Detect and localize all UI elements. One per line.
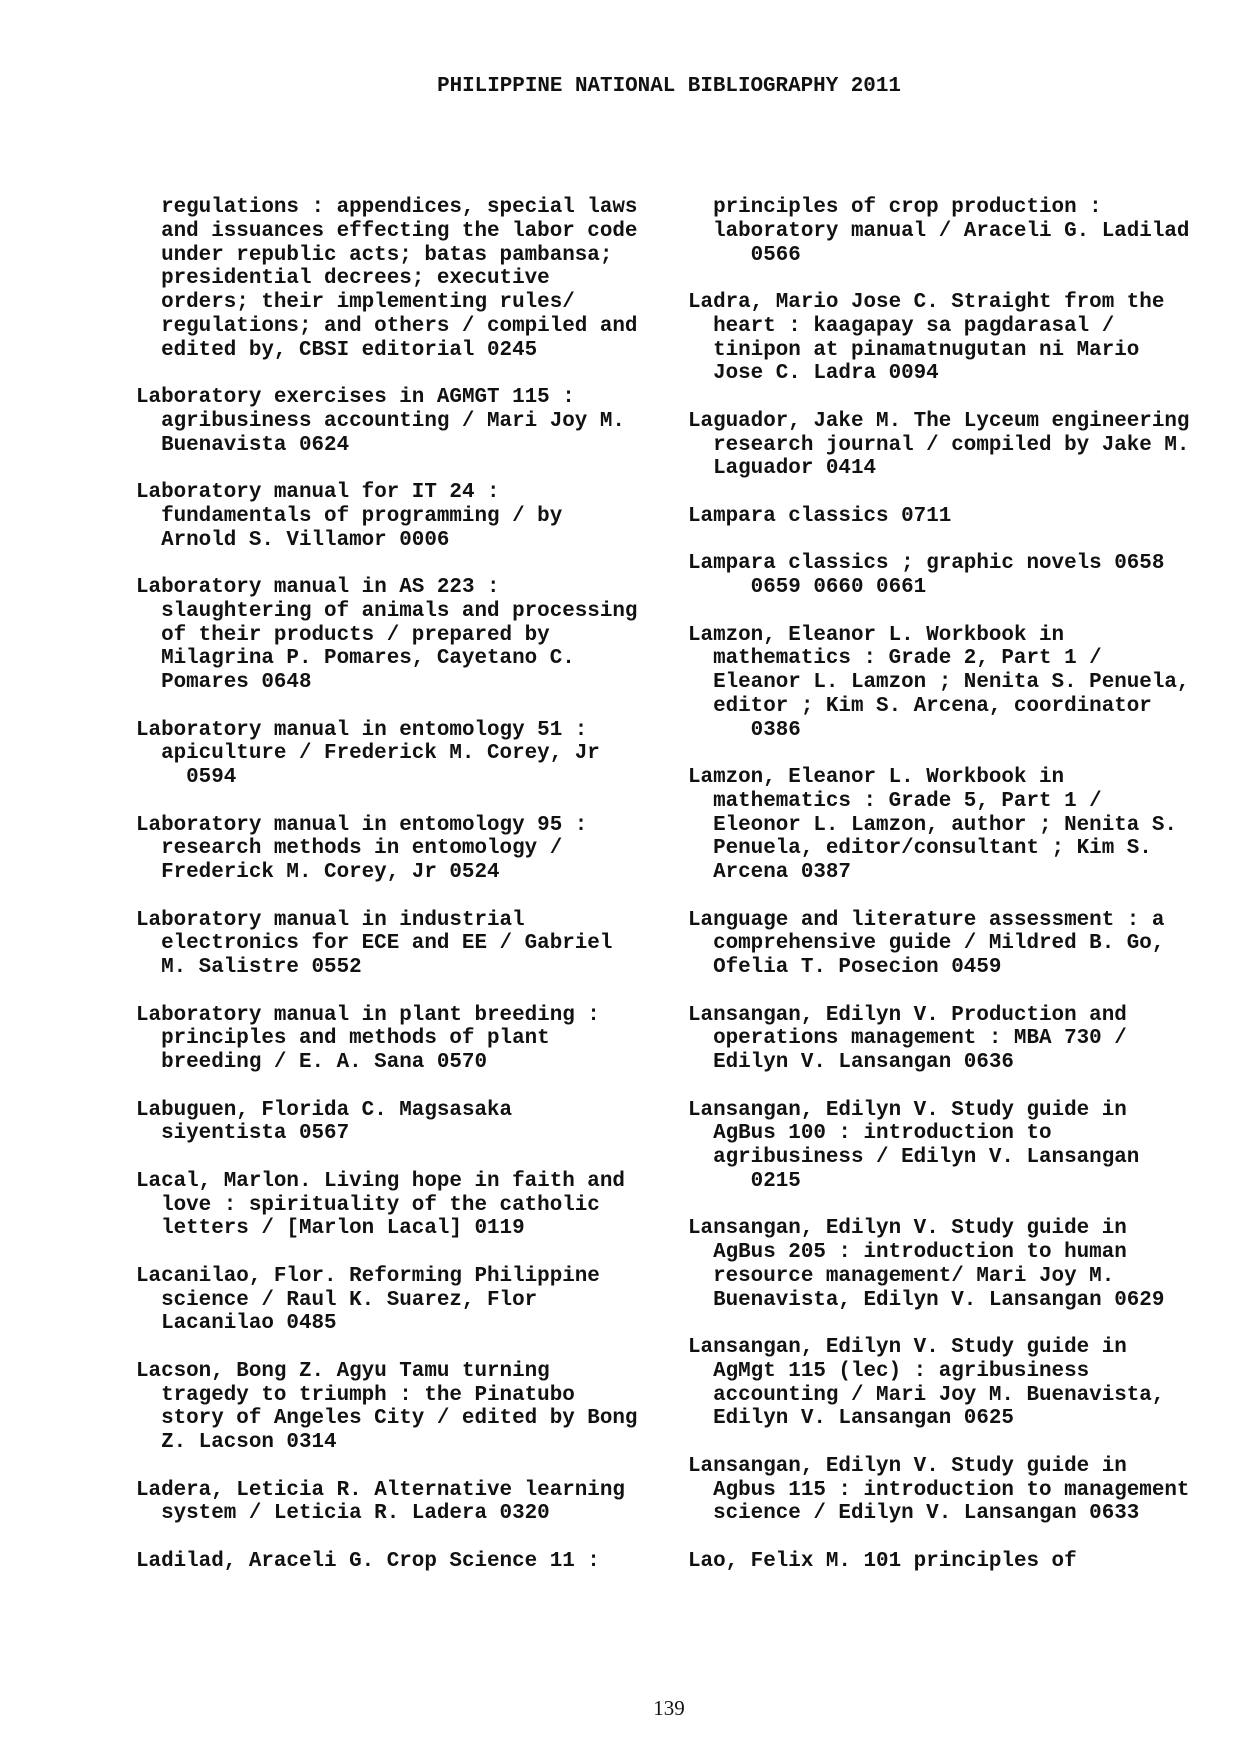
entry-line: regulations : appendices, special laws — [161, 196, 638, 219]
entry-heading-line: Laboratory manual in industrial — [136, 908, 525, 932]
entry-heading-line: Laguador, Jake M. The Lyceum engineering — [688, 409, 1190, 433]
bibliography-entry — [136, 1550, 636, 1574]
entry-line: Ofelia T. Posecion 0459 — [713, 956, 1002, 979]
bibliography-entry — [688, 505, 1208, 529]
bibliography-entry — [136, 481, 636, 552]
entry-heading-line: Lamzon, Eleanor L. Workbook in — [688, 623, 1065, 647]
entry-heading-line: Lacanilao, Flor. Reforming Philippine — [136, 1264, 600, 1288]
entry-heading-line: Lansangan, Edilyn V. Study guide in — [688, 1098, 1127, 1122]
entry-heading-line: Lansangan, Edilyn V. Production and — [688, 1003, 1127, 1027]
bibliography-entry-continued — [688, 196, 1208, 267]
entry-heading-line: Lampara classics 0711 — [688, 504, 952, 528]
bibliography-entry — [136, 909, 636, 980]
entry-line: 0566 — [750, 243, 801, 267]
entry-heading-line: Lacson, Bong Z. Agyu Tamu turning — [136, 1359, 550, 1383]
entry-line: tragedy to triumph : the Pinatubo — [161, 1383, 575, 1407]
bibliography-entry-continued — [136, 196, 636, 362]
bibliography-entry — [136, 1265, 636, 1336]
entry-line: laboratory manual / Araceli G. Ladilad — [713, 219, 1190, 243]
entry-line: Eleonor L. Lamzon, author ; Nenita S. — [713, 813, 1177, 837]
entry-line: mathematics : Grade 5, Part 1 / — [713, 789, 1102, 813]
entry-line: Pomares 0648 — [161, 671, 312, 694]
entry-line: Edilyn V. Lansangan 0625 — [713, 1407, 1014, 1431]
entry-line: Jose C. Ladra 0094 — [713, 362, 939, 386]
entry-line: Frederick M. Corey, Jr 0524 — [161, 861, 500, 884]
entry-line: Penuela, editor/consultant ; Kim S. — [713, 837, 1152, 861]
entry-heading-line: Laboratory manual in entomology 51 : — [136, 718, 588, 742]
entry-line: science / Edilyn V. Lansangan 0633 — [713, 1502, 1140, 1526]
entry-heading-line: Labuguen, Florida C. Magsasaka — [136, 1098, 513, 1122]
entry-line: love : spirituality of the catholic — [161, 1193, 600, 1217]
bibliography-entry — [136, 1170, 636, 1241]
entry-line: and issuances effecting the labor code — [161, 219, 638, 243]
entry-line: heart : kaagapay sa pagdarasal / — [713, 314, 1115, 338]
entry-line: AgBus 100 : introduction to — [713, 1122, 1052, 1146]
entry-line: Laguador 0414 — [713, 457, 877, 481]
entry-line: breeding / E. A. Sana 0570 — [161, 1051, 488, 1074]
entry-line: science / Raul K. Suarez, Flor — [161, 1288, 538, 1312]
entry-line: of their products / prepared by — [161, 623, 550, 647]
entry-line: Agbus 115 : introduction to management — [713, 1478, 1190, 1502]
right-column — [688, 196, 1208, 1574]
running-header: PHILIPPINE NATIONAL BIBLIOGRAPHY 2011 — [437, 75, 901, 98]
left-column — [136, 196, 636, 1574]
entry-line: agribusiness / Edilyn V. Lansangan — [713, 1146, 1140, 1169]
entry-line: slaughtering of animals and processing — [161, 599, 638, 623]
bibliography-entry — [136, 814, 636, 885]
entry-line: agribusiness accounting / Mari Joy M. — [161, 409, 625, 433]
entry-line: Lacanilao 0485 — [161, 1312, 337, 1336]
entry-line: 0386 — [750, 718, 801, 742]
entry-line: research journal / compiled by Jake M. — [713, 433, 1190, 457]
entry-heading-line: Lao, Felix M. 101 principles of — [688, 1549, 1077, 1573]
bibliography-entry — [688, 552, 1208, 600]
bibliography-entry — [136, 576, 636, 695]
entry-line: mathematics : Grade 2, Part 1 / — [713, 647, 1102, 671]
entry-line: orders; their implementing rules/ — [161, 291, 575, 314]
bibliography-entry — [688, 410, 1208, 481]
entry-line: Buenavista 0624 — [161, 433, 350, 457]
entry-line: siyentista 0567 — [161, 1122, 350, 1146]
bibliography-entry — [688, 1550, 1208, 1574]
entry-line: AgBus 205 : introduction to human — [713, 1241, 1127, 1264]
entry-line: electronics for ECE and EE / Gabriel — [161, 932, 613, 956]
entry-heading-line: Lampara classics ; graphic novels 0658 — [688, 552, 1165, 576]
bibliography-entry — [136, 386, 636, 457]
entry-line: Eleanor L. Lamzon ; Nenita S. Penuela, — [713, 671, 1190, 694]
entry-line: 0594 — [186, 766, 237, 789]
entry-line: editor ; Kim S. Arcena, coordinator — [713, 694, 1152, 718]
bibliography-entry — [688, 766, 1208, 885]
entry-heading-line: Ladera, Leticia R. Alternative learning — [136, 1478, 625, 1502]
entry-heading-line: Laboratory manual for IT 24 : — [136, 481, 500, 504]
bibliography-entry — [688, 1455, 1208, 1526]
bibliography-entry — [136, 1099, 636, 1147]
entry-heading-line: Ladra, Mario Jose C. Straight from the — [688, 291, 1165, 314]
entry-line: research methods in entomology / — [161, 837, 563, 861]
bibliography-entry — [136, 1004, 636, 1075]
entry-line: story of Angeles City / edited by Bong — [161, 1407, 638, 1431]
entry-line: resource management/ Mari Joy M. — [713, 1264, 1115, 1288]
page-number: 139 — [653, 1696, 685, 1720]
entry-line: 0215 — [750, 1169, 801, 1193]
entry-line: system / Leticia R. Ladera 0320 — [161, 1502, 550, 1526]
entry-line: Arnold S. Villamor 0006 — [161, 528, 450, 552]
bibliography-entry — [688, 1099, 1208, 1194]
entry-line: fundamentals of programming / by — [161, 504, 563, 528]
entry-heading-line: Laboratory exercises in AGMGT 115 : — [136, 386, 575, 409]
entry-line: 0659 0660 0661 — [750, 576, 927, 599]
entry-line: regulations; and others / compiled and — [161, 314, 638, 338]
entry-heading-line: Laboratory manual in plant breeding : — [136, 1003, 600, 1027]
entry-line: edited by, CBSI editorial 0245 — [161, 338, 538, 362]
entry-line: apiculture / Frederick M. Corey, Jr — [161, 742, 600, 766]
entry-heading-line: Ladilad, Araceli G. Crop Science 11 : — [136, 1549, 600, 1573]
entry-line: Z. Lacson 0314 — [161, 1431, 337, 1454]
entry-line: under republic acts; batas pambansa; — [161, 243, 613, 267]
bibliography-entry — [136, 719, 636, 790]
bibliography-entry — [136, 1360, 636, 1455]
entry-heading-line: Laboratory manual in AS 223 : — [136, 576, 500, 599]
bibliography-entry — [136, 1479, 636, 1527]
bibliography-entry — [688, 291, 1208, 386]
entry-line: operations management : MBA 730 / — [713, 1027, 1127, 1051]
entry-line: tinipon at pinamatnugutan ni Mario — [713, 338, 1140, 362]
entry-heading-line: Lacal, Marlon. Living hope in faith and — [136, 1169, 625, 1193]
bibliography-entry — [688, 1217, 1208, 1312]
entry-heading-line: Lansangan, Edilyn V. Study guide in — [688, 1336, 1127, 1359]
entry-heading-line: Lamzon, Eleanor L. Workbook in — [688, 766, 1065, 789]
bibliography-entry — [688, 1336, 1208, 1431]
entry-heading-line: Laboratory manual in entomology 95 : — [136, 813, 588, 837]
entry-line: Edilyn V. Lansangan 0636 — [713, 1051, 1014, 1074]
entry-line: M. Salistre 0552 — [161, 956, 362, 979]
entry-line: accounting / Mari Joy M. Buenavista, — [713, 1383, 1165, 1407]
entry-heading-line: Lansangan, Edilyn V. Study guide in — [688, 1217, 1127, 1241]
entry-line: AgMgt 115 (lec) : agribusiness — [713, 1359, 1090, 1383]
entry-heading-line: Lansangan, Edilyn V. Study guide in — [688, 1454, 1127, 1478]
entry-heading-line: Language and literature assessment : a — [688, 908, 1165, 932]
bibliography-entry — [688, 909, 1208, 980]
entry-line: letters / [Marlon Lacal] 0119 — [161, 1217, 525, 1241]
entry-line: principles of crop production : — [713, 196, 1102, 219]
entry-line: comprehensive guide / Mildred B. Go, — [713, 932, 1165, 956]
entry-line: Arcena 0387 — [713, 861, 851, 884]
entry-line: presidential decrees; executive — [161, 267, 550, 291]
bibliography-entry — [688, 1004, 1208, 1075]
bibliography-entry — [688, 624, 1208, 743]
entry-line: Milagrina P. Pomares, Cayetano C. — [161, 647, 575, 671]
entry-line: principles and methods of plant — [161, 1027, 550, 1051]
entry-line: Buenavista, Edilyn V. Lansangan 0629 — [713, 1288, 1165, 1312]
